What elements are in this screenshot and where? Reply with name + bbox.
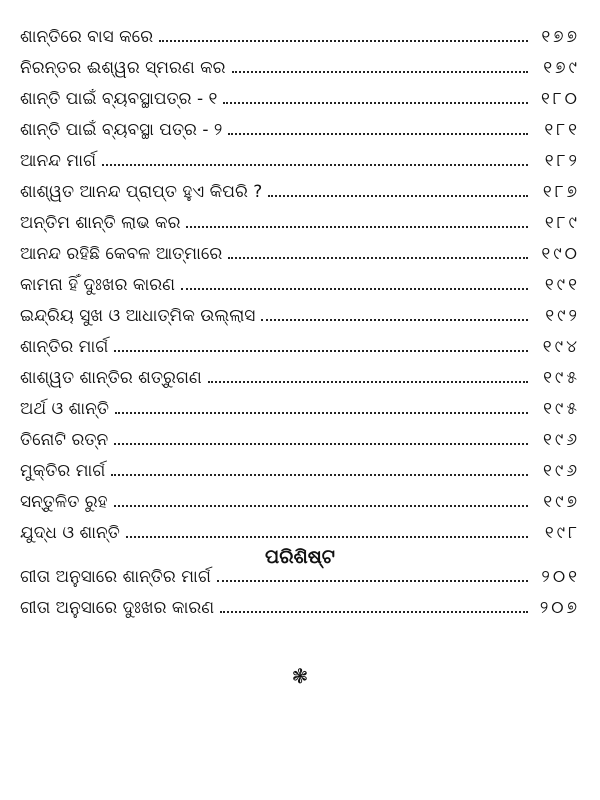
toc-entry xyxy=(20,202,580,233)
toc-entry xyxy=(20,556,580,587)
dot-leader xyxy=(223,100,528,104)
entry-title: ଶାଶ୍ୱତ ଆନନ୍ଦ ପ୍ରାପ୍ତ ହୁଏ କିପରି ? xyxy=(20,182,263,202)
entry-title: ଶାନ୍ତି ପାଇଁ ବ୍ୟବସ୍ଥାପତ୍ର - ୧ xyxy=(20,89,218,109)
toc-entry xyxy=(20,326,580,357)
entry-title: ଆନନ୍ଦ ରହିଛି କେବଳ ଆତ୍ମାରେ xyxy=(20,244,223,264)
dot-leader xyxy=(228,255,528,259)
entry-title: କାମନା ହିଁ ଦୁଃଖର କାରଣ xyxy=(20,275,176,295)
entry-title: ସନ୍ତୁଳିତ ରୁହ xyxy=(20,492,108,512)
dot-leader xyxy=(114,503,528,507)
dot-leader xyxy=(114,348,528,352)
dot-leader xyxy=(102,162,528,166)
entry-page: ୧୭୭ xyxy=(541,27,580,47)
dot-leader xyxy=(181,286,528,290)
entry-page: ୨୦୧ xyxy=(541,567,580,587)
entry-title: ଶାନ୍ତିରେ ବାସ କରେ xyxy=(20,27,154,47)
entry-title: ଶାନ୍ତିର ମାର୍ଗ xyxy=(20,337,109,357)
toc-entry xyxy=(20,109,580,140)
toc-entry xyxy=(20,78,580,109)
entry-page: ୧୯୧ xyxy=(544,275,580,295)
toc-entry xyxy=(20,587,580,618)
toc-entry xyxy=(20,47,580,78)
dot-leader xyxy=(126,534,528,538)
entry-page: ୧୭୯ xyxy=(543,58,580,78)
dot-leader xyxy=(232,69,528,73)
entry-page: ୧୯୨ xyxy=(545,306,580,326)
toc-entry xyxy=(20,295,580,326)
dot-leader xyxy=(208,379,528,383)
toc-entry xyxy=(20,481,580,512)
dot-leader xyxy=(159,38,528,42)
toc-entry xyxy=(20,264,580,295)
toc-entry xyxy=(20,140,580,171)
entry-title: ଯୁଦ୍ଧ ଓ ଶାନ୍ତି xyxy=(20,523,120,543)
toc-entry xyxy=(20,171,580,202)
toc-entry xyxy=(20,16,580,47)
toc-entry xyxy=(20,388,580,419)
entry-page: ୧୯୬ xyxy=(543,461,580,481)
entry-title: ଶାଶ୍ୱତ ଶାନ୍ତିର ଶତ୍ରୁଗଣ xyxy=(20,368,202,388)
entry-page: ୧୮୧ xyxy=(544,120,580,140)
toc-entry xyxy=(20,233,580,264)
toc-list xyxy=(20,16,580,543)
appendix-list xyxy=(20,556,580,618)
entry-title: ଅର୍ଥ ଓ ଶାନ୍ତି xyxy=(20,399,110,419)
toc-entry xyxy=(20,419,580,450)
dot-leader xyxy=(268,193,528,197)
toc-entry xyxy=(20,450,580,481)
entry-page: ୧୯୭ xyxy=(543,492,580,512)
toc-entry xyxy=(20,512,580,543)
dot-leader xyxy=(115,410,528,414)
dot-leader xyxy=(261,317,528,321)
entry-page: ୧୮୯ xyxy=(544,213,580,233)
entry-page: ୧୮୨ xyxy=(544,151,580,171)
dot-leader xyxy=(220,609,528,613)
dot-leader xyxy=(114,441,528,445)
flower-ornament-icon: ❃ xyxy=(291,664,309,688)
entry-page: ୧୯୫ xyxy=(543,368,580,388)
dot-leader xyxy=(228,131,528,135)
dot-leader xyxy=(111,472,528,476)
entry-page: ୧୯୦ xyxy=(541,244,580,264)
entry-page: ୧୯୫ xyxy=(543,399,580,419)
entry-page: ୧୯୪ xyxy=(542,337,580,357)
entry-page: ୧୯୬ xyxy=(543,430,580,450)
dot-leader xyxy=(217,578,528,582)
entry-page: ୧୮୭ xyxy=(542,182,580,202)
entry-title: ଅନ୍ତିମ ଶାନ୍ତି ଲାଭ କର xyxy=(20,213,181,233)
entry-page: ୧୮୦ xyxy=(540,89,580,109)
entry-page: ୧୯୮ xyxy=(544,523,580,543)
appendix-heading: ପରିଶିଷ୍ଟ xyxy=(265,546,335,568)
entry-title: ମୁକ୍ତିର ମାର୍ଗ xyxy=(20,461,106,481)
entry-title: ଗୀତା ଅନୁସାରେ ଶାନ୍ତିର ମାର୍ଗ xyxy=(20,567,211,587)
toc-entry xyxy=(20,357,580,388)
entry-title: ନିରନ୍ତର ଈଶ୍ୱର ସ୍ମରଣ କର xyxy=(20,58,226,78)
dot-leader xyxy=(186,224,528,228)
entry-title: ଶାନ୍ତି ପାଇଁ ବ୍ୟବସ୍ଥା ପତ୍ର - ୨ xyxy=(20,120,223,140)
entry-title: ଗୀତା ଅନୁସାରେ ଦୁଃଖର କାରଣ xyxy=(20,598,215,618)
entry-title: ତିନୋଟି ରତ୍ନ xyxy=(20,430,109,450)
entry-title: ଆନନ୍ଦ ମାର୍ଗ xyxy=(20,151,97,171)
entry-page: ୨୦୭ xyxy=(539,598,580,618)
entry-title: ଇନ୍ଦ୍ରିୟ ସୁଖ ଓ ଆଧାତ୍ମିକ ଉଲ୍ଲାସ xyxy=(20,306,256,326)
